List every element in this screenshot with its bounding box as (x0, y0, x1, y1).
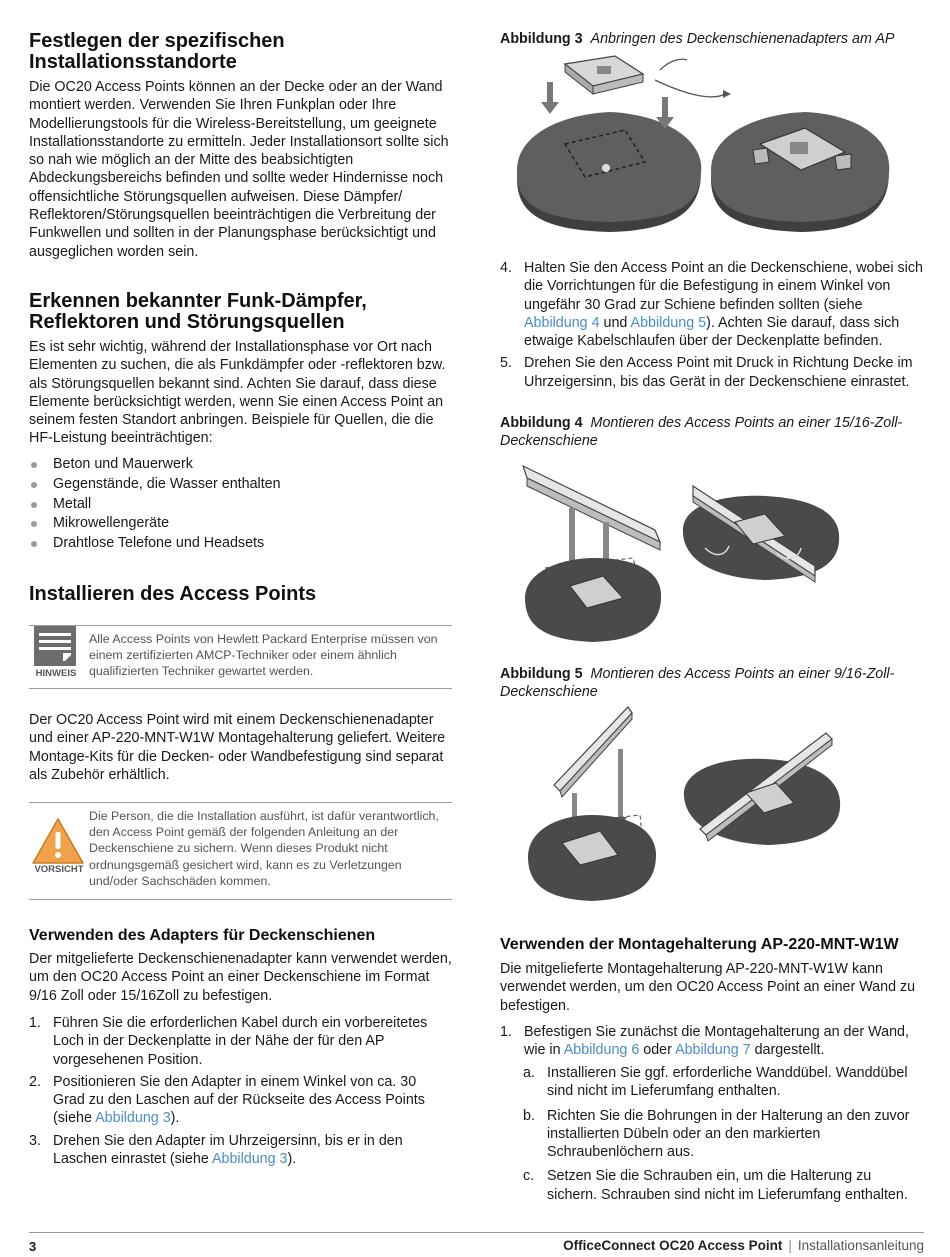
caution-box (29, 802, 452, 900)
note-icon (33, 626, 77, 666)
link-abbildung-5[interactable]: Abbildung 5 (630, 314, 707, 331)
figure-5-illustration (520, 705, 920, 905)
link-abbildung-6[interactable]: Abbildung 6 (563, 1042, 640, 1059)
heading-install-access-point: Installieren des Access Points (29, 583, 317, 605)
caution-label: VORSICHT (34, 864, 84, 875)
link-abbildung-3[interactable]: Abbildung 3 (211, 1151, 288, 1168)
paragraph-install: Der OC20 Access Point wird mit einem Deckenschienenadapter und einer AP-220-MNT-W1W Montagehalterung geliefert. Weitere Montage-Kits für die Decken- oder Wandbefestigung sind separat als Zubehör erhältlich. (29, 712, 446, 783)
list-item: Metall (29, 495, 449, 515)
heading-montagehalterung: Verwenden der Montagehalterung AP-220-MNT-W1W (500, 936, 899, 953)
figure-4-illustration (515, 458, 915, 648)
wall-substeps (523, 1064, 923, 1208)
step-item: 5. Drehen Sie den Access Point mit Druck in Richtung Decke im Uhrzeigersinn, bis das Gerät in der Deckenschiene einrastet. (500, 355, 913, 390)
adapter-steps (29, 1014, 449, 1172)
list-item: Drahtlose Telefone und Headsets (29, 534, 449, 554)
wall-steps (500, 1023, 925, 1064)
paragraph-adapter: Der mitgelieferte Deckenschienenadapter kann verwendet werden, um den OC20 Access Point an einer Deckenschiene im Format 9/16 Zoll oder 15/16Zoll zu befestigen. (29, 951, 452, 1004)
paragraph-montagehalterung: Die mitgelieferte Montagehalterung AP-220-MNT-W1W kann verwendet werden, um den OC20 Access Point an einer Wand zu befestigen. (500, 961, 916, 1014)
substep-item: c. Setzen Sie die Schrauben ein, um die Halterung zu sichern. Schrauben sind nicht im Lieferumfang enthalten. (523, 1168, 908, 1203)
footer-product: OfficeConnect OC20 Access Point (563, 1238, 783, 1253)
figure-4-caption: Abbildung 4 Montieren des Access Points an einer 15/16-Zoll-Deckenschiene (500, 415, 903, 450)
figure-3-caption: Abbildung 3 Anbringen des Deckenschienenadapters am AP (500, 31, 895, 47)
step-item: 4. Halten Sie den Access Point an die Deckenschiene, wobei sich die Vorrichtungen für die Befestigung in einem Winkel von ungefähr 30 Grad zur Schiene befinden sollten (siehe Abbildung 4 und Abbildung 5). Achten Sie darauf, dass sich etwaige Kabelschlaufen über der Deckenplatte befinden. (500, 260, 923, 350)
hf-sources-list (29, 455, 449, 554)
link-abbildung-3[interactable]: Abbildung 3 (95, 1110, 171, 1127)
figure-3-illustration (505, 52, 925, 252)
footer-separator: | (788, 1238, 792, 1253)
note-box (29, 625, 452, 689)
step-item: 2. Positionieren Sie den Adapter in einem Winkel von ca. 30 Grad zu den Laschen auf der Rückseite des Access Points (siehe Abbildung 3). (29, 1073, 425, 1127)
heading-adapter: Verwenden des Adapters für Deckenschienen (29, 927, 376, 944)
step-item: 3. Drehen Sie den Adapter im Uhrzeigersinn, bis er in den Laschen einrastet (siehe Abbildung 3). (29, 1132, 403, 1168)
heading-installationsstandorte: Festlegen der spezifischen Installationsstandorte (29, 30, 285, 73)
list-item: Gegenstände, die Wasser enthalten (29, 475, 449, 495)
footer-doc-title (563, 1238, 924, 1253)
page-number: 3 (29, 1239, 37, 1254)
substep-item: a. Installieren Sie ggf. erforderliche Wanddübel. Wanddübel sind nicht im Lieferumfang enthalten. (523, 1065, 908, 1100)
link-abbildung-4[interactable]: Abbildung 4 (524, 314, 600, 331)
note-label: HINWEIS (35, 668, 77, 679)
warning-icon (31, 816, 85, 866)
step-item: 1. Befestigen Sie zunächst die Montagehalterung an der Wand, wie in Abbildung 6 oder Abbildung 7 dargestellt. (500, 1024, 909, 1059)
substep-item: b. Richten Sie die Bohrungen in der Halterung an den zuvor installierten Dübeln oder an den markierten Schraubenlöchern aus. (523, 1107, 910, 1161)
heading-funk-daempfer: Erkennen bekannter Funk-Dämpfer, Reflektoren und Störungsquellen (29, 290, 367, 333)
link-abbildung-7[interactable]: Abbildung 7 (675, 1042, 751, 1059)
list-item: Beton und Mauerwerk (29, 455, 449, 475)
figure-5-caption: Abbildung 5 Montieren des Access Points an einer 9/16-Zoll-Deckenschiene (500, 666, 895, 701)
note-text: Alle Access Points von Hewlett Packard Enterprise müssen von einem zertifizierten AMCP-Techniker oder einem ähnlich qualifizierten Techniker gewartet werden. (89, 632, 438, 679)
footer-doc-type: Installationsanleitung (797, 1238, 924, 1253)
page-footer (29, 1232, 924, 1254)
caution-text: Die Person, die die Installation ausführt, ist dafür verantwortlich, den Access Point gemäß der folgenden Anleitung an der Deckenschiene zu sichern. Wenn dieses Produkt nicht ordnungsgemäß gesichert wird, kann es zu Verletzungen und/oder Sachschäden kommen. (89, 809, 439, 888)
ceiling-steps (500, 259, 925, 395)
step-item: 1. Führen Sie die erforderlichen Kabel durch ein vorbereitetes Loch in der Deckenplatte in der Nähe der für den AP vorgesehenen Position. (29, 1015, 428, 1068)
list-item: Mikrowellengeräte (29, 514, 449, 534)
paragraph-funk-daempfer: Es ist sehr wichtig, während der Installationsphase vor Ort nach Elementen zu suchen, die als Funkdämpfer oder -reflektoren bzw. als Störungsquellen bekannt sind. Achten Sie darauf, dass diese Elemente berücksichtigt werden, wenn Sie einen Access Point an seinem festen Standort anbringen. Beispiele für Quellen, die die HF-Leistung beeinträchtigen: (29, 339, 446, 447)
paragraph-installationsstandorte: Die OC20 Access Points können an der Decke oder an der Wand montiert werden. Verwenden Sie Ihren Funkplan oder Ihre Modellierungstools für die Wireless-Bereitstellung, um geeignete Installationsstandorte zu ermitteln. Jeder Installationsort sollte sich so nah wie möglich an der Mitte des beabsichtigten Abdeckungsbereichs befinden und sollte weder Hindernisse noch offensichtliche Störungsquellen aufweisen. Diese Dämpfer/ Reflektoren/Störungsquellen beeinträchtigen die Verbreitung der Funkwellen und sollten in der Planungsphase berücksichtigt und ausgeglichen worden sein. (29, 79, 449, 260)
